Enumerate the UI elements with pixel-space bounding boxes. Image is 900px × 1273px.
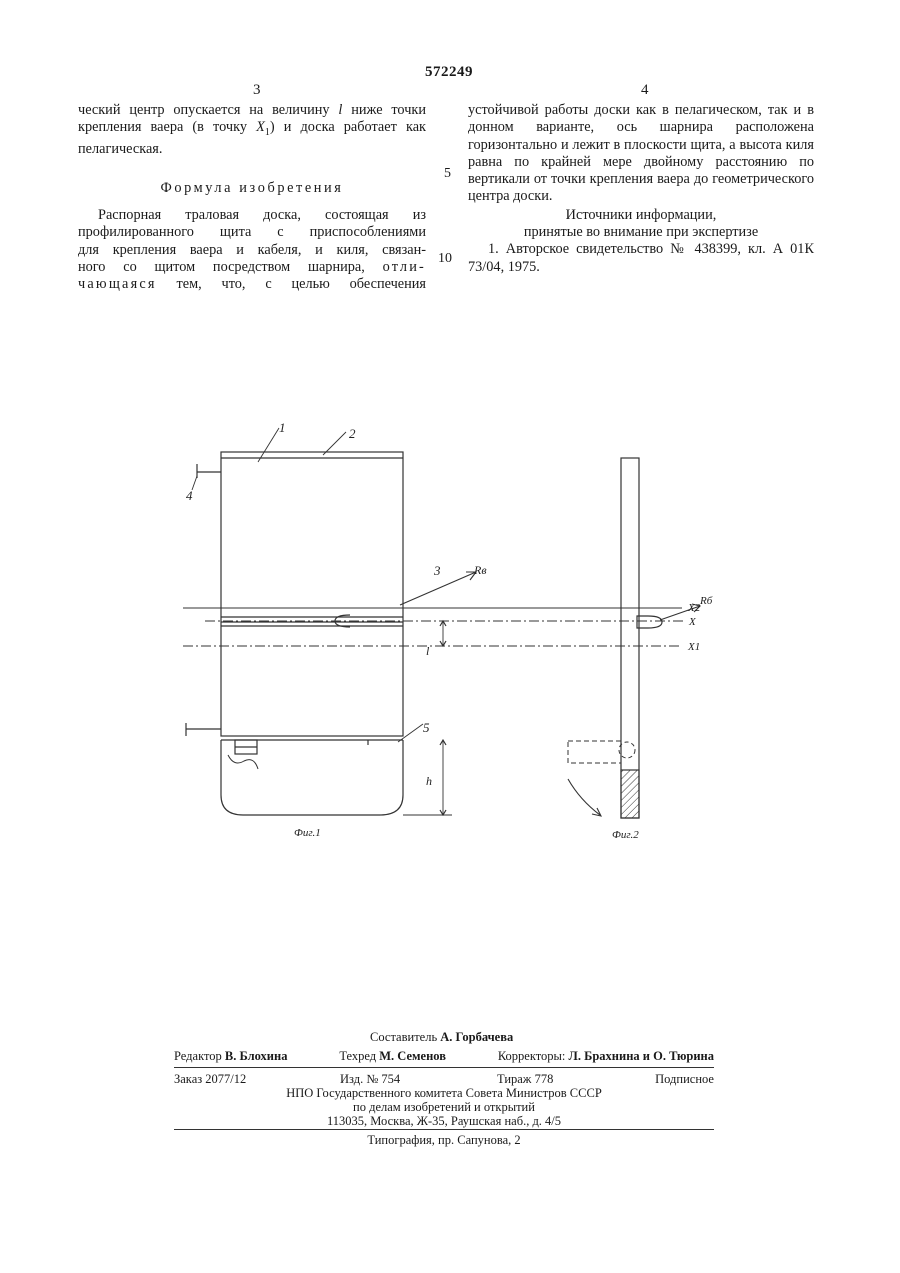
sources-heading-1: Источники информации,	[565, 206, 717, 223]
claim-line-2: профилированного щита с приспособлениями	[78, 224, 426, 241]
label-1: 1	[279, 420, 286, 435]
divider-top	[174, 1067, 714, 1068]
fig1-keel	[221, 740, 403, 815]
patent-number: 572249	[425, 64, 473, 80]
claim-continuation: устойчивой работы доски как в пелагическом, так и в донном варианте, ось шарнира расположена горизонтально и лежит в плоскости щита, а высота киля равна по крайней мере двойному расстоянию по вертикали от точки крепления ваера до геометрического центра доски.	[468, 102, 814, 205]
formula-heading: Формула изобретения	[160, 179, 344, 196]
editors-line: Редактор В. Блохина Техред М. Семенов Корректоры: Л. Брахнина и О. Тюрина	[174, 1049, 714, 1063]
fig2-hinge	[637, 616, 662, 628]
label-h: h	[426, 774, 432, 788]
label-rb: Rб	[700, 595, 713, 607]
line-number-10: 10	[438, 251, 452, 266]
left-column-number: 3	[253, 82, 261, 98]
paragraph-continuation: ческий центр опускается на величину l ниже точки крепления ваера (в точку $X_1$) и доска работает как пелагическая.	[78, 102, 426, 158]
order-line: Заказ 2077/12 Изд. № 754 Тираж 778 Подписное	[174, 1072, 714, 1086]
label-4: 4	[186, 488, 193, 503]
claim-line-4: ного со щитом посредством шарнира, отли-	[78, 258, 427, 275]
label-x1: X1	[688, 641, 701, 653]
label-5: 5	[423, 720, 430, 735]
label-3: 3	[434, 563, 441, 578]
fig2-caption: Фиг.2	[612, 829, 639, 841]
claim-line-1: Распорная траловая доска, состоящая из	[98, 207, 426, 224]
divider-bottom	[174, 1129, 714, 1130]
sources-heading-2: принятые во внимание при экспертизе	[523, 224, 759, 241]
compiler-line: Составитель А. Горбачева	[370, 1030, 514, 1044]
label-rv: Rв	[474, 563, 487, 577]
right-column-number: 4	[641, 82, 649, 98]
label-2: 2	[349, 426, 356, 441]
claim-line-5: чающаяся тем, что, с целью обеспечения	[78, 276, 426, 293]
line-number-5: 5	[444, 166, 451, 181]
label-x: X	[689, 616, 696, 628]
source-1: 1. Авторское свидетельство № 438399, кл. А 01К 73/04, 1975.	[468, 241, 814, 275]
fig1-board-outline	[221, 452, 403, 736]
fig2-board-side	[621, 458, 639, 818]
label-x2: X2	[688, 602, 701, 614]
organization-block: НПО Государственного комитета Совета Министров СССР по делам изобретений и открытий 113035, Москва, Ж-35, Раушская наб., д. 4/5	[286, 1086, 602, 1128]
label-l: l	[426, 644, 430, 658]
fig1-caption: Фиг.1	[294, 827, 321, 839]
claim-line-3: для крепления ваера и кабеля, и киля, связан-	[78, 241, 426, 258]
printer-line: Типография, пр. Сапунова, 2	[367, 1133, 521, 1147]
